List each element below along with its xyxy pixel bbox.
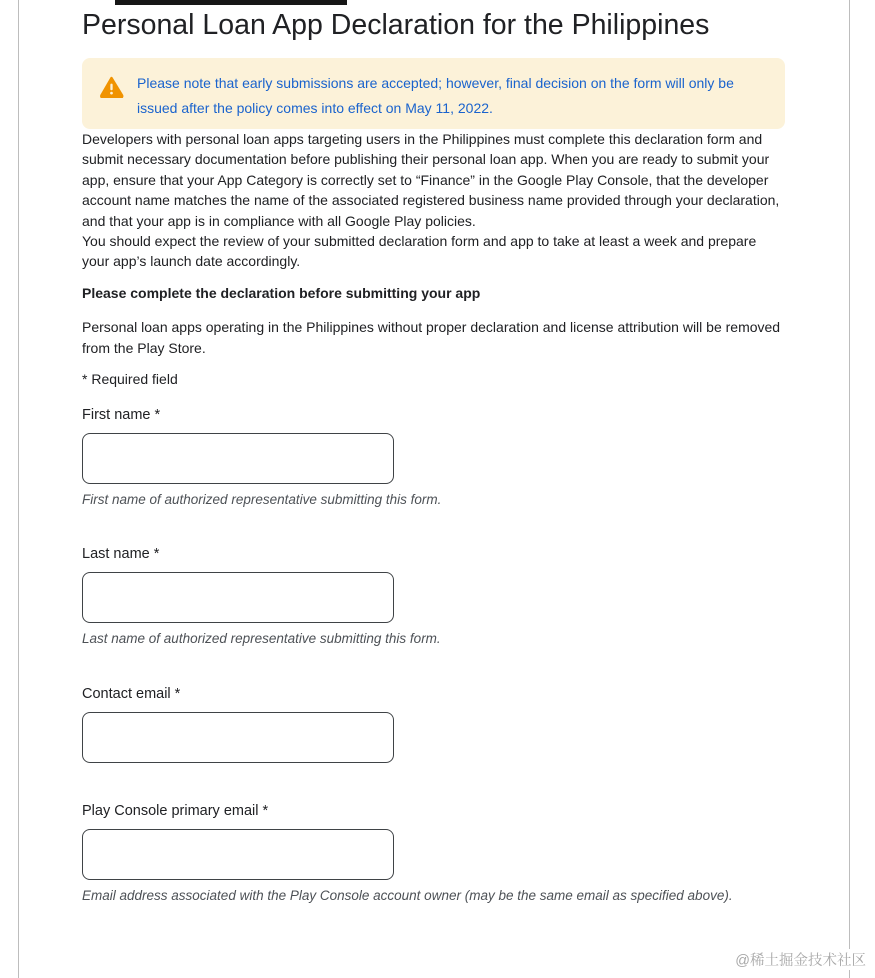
- notice-banner-text: Please note that early submissions are accepted; however, final decision on the form will only be issued after the policy comes into effect on May 11, 2022.: [137, 75, 734, 116]
- contact-email-label: Contact email *: [82, 686, 181, 703]
- intro-paragraph-3: Personal loan apps operating in the Philippines without proper declaration and license attribution will be removed from the Play Store.: [82, 319, 781, 356]
- contact-email-input[interactable]: [82, 712, 394, 763]
- first-name-label: First name *: [82, 407, 161, 424]
- page-right-border: [849, 0, 850, 978]
- page-title: Personal Loan App Declaration for the Philippines: [82, 9, 710, 41]
- page-left-border: [18, 0, 19, 978]
- contact-email-field-group: [82, 686, 785, 763]
- last-name-helper-text: Last name of authorized representative submitting this form.: [82, 631, 441, 647]
- play-console-email-helper-text: Email address associated with the Play Console account owner (may be the same email as specified above).: [82, 888, 733, 904]
- play-console-email-label: Play Console primary email *: [82, 803, 269, 820]
- play-console-email-input[interactable]: [82, 829, 394, 880]
- first-name-field-group: [82, 407, 785, 508]
- intro-paragraph-1: Developers with personal loan apps targeting users in the Philippines must complete this declaration form and submit necessary documentation before publishing their personal loan app. When you are ready to submit your app, ensure that your App Category is correctly set to “Finance” in the Google Play Console, that the developer account name matches the name of the associated registered business name provided through your declaration, and that your app is in compliance with all Google Play policies.: [82, 131, 780, 229]
- play-console-email-field-group: [82, 803, 785, 904]
- first-name-helper-text: First name of authorized representative submitting this form.: [82, 492, 442, 508]
- required-field-note: * Required field: [82, 371, 178, 388]
- declaration-heading: Please complete the declaration before submitting your app: [82, 284, 481, 301]
- intro-paragraph-2: You should expect the review of your submitted declaration form and app to take at least a week and prepare your app’s launch date accordingly.: [82, 233, 757, 270]
- warning-triangle-icon: [99, 76, 124, 103]
- watermark: @稀土掘金技术社区: [731, 949, 866, 970]
- last-name-label: Last name *: [82, 546, 160, 563]
- notice-banner: [82, 58, 785, 129]
- first-name-input[interactable]: [82, 433, 394, 484]
- last-name-input[interactable]: [82, 572, 394, 623]
- last-name-field-group: [82, 546, 785, 647]
- cropped-top-bar: [115, 0, 347, 5]
- form-page: [82, 6, 785, 904]
